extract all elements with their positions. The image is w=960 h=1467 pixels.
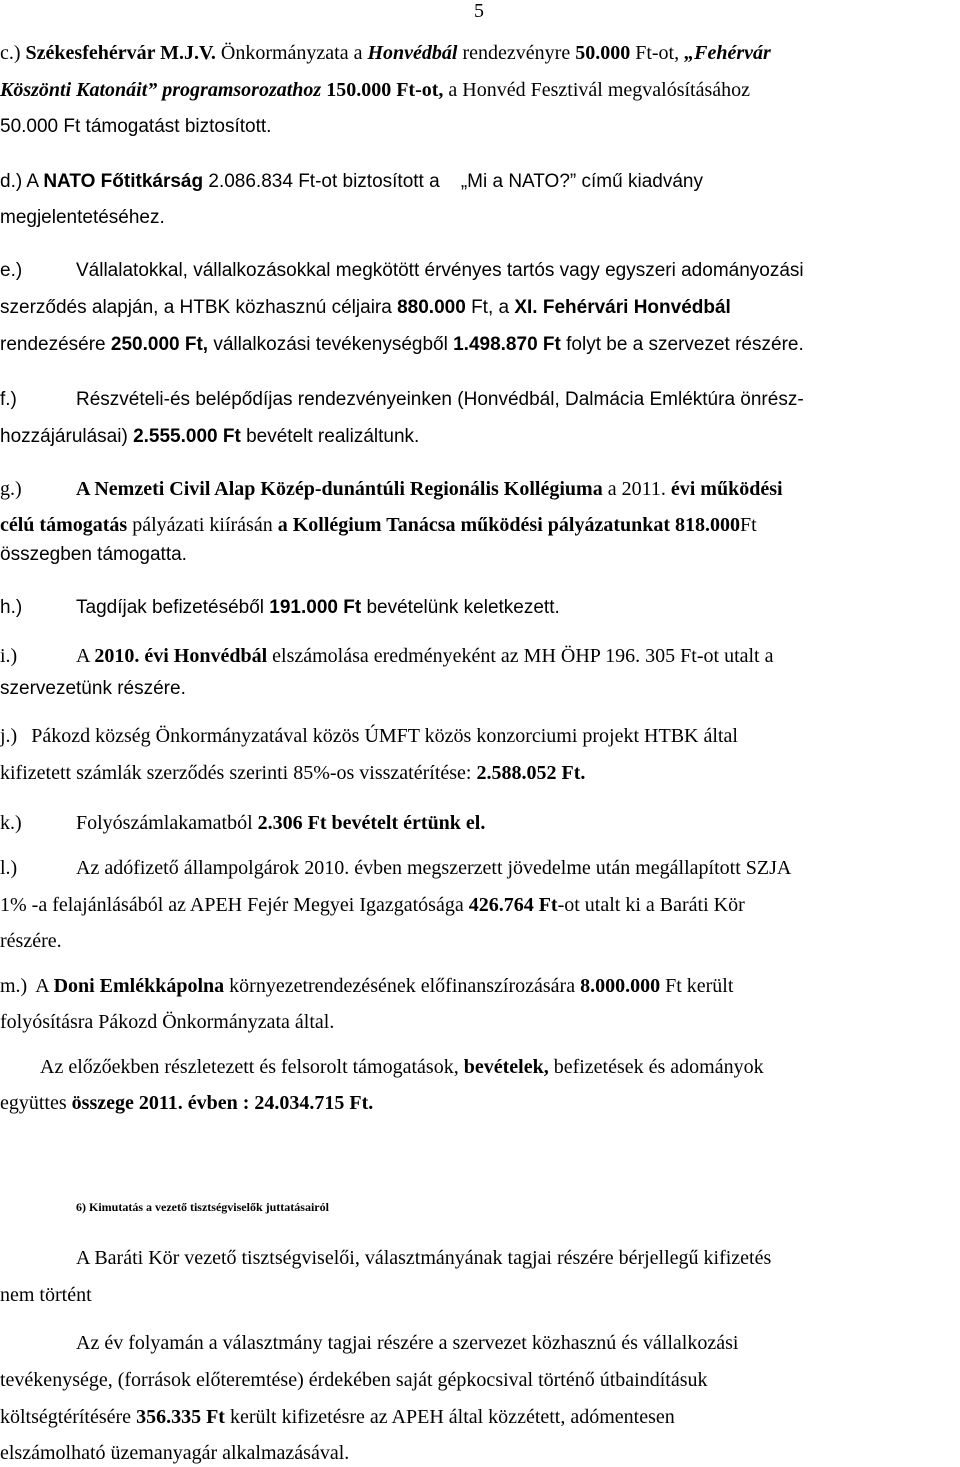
amount: 191.000 Ft <box>269 597 362 618</box>
item-i-line-1: i.) A 2010. évi Honvédbál elszámolása eredményeként az MH ÖHP 196. 305 Ft-ot utalt a <box>0 645 774 667</box>
item-e-line-2: szerződés alapján, a HTBK közhasznú céljaira 880.000 Ft, a XI. Fehérvári Honvédbál <box>0 297 731 318</box>
amount: 356.335 Ft <box>136 1406 225 1428</box>
item-l-line-1: l.) Az adófizető állampolgárok 2010. évben megszerzett jövedelme után megállapított SZJA <box>0 857 792 879</box>
item-g-line-2: célú támogatás pályázati kiírásán a Kollégium Tanácsa működési pályázatunkat 818.000Ft <box>0 514 757 536</box>
section6-paragraph-1-line-1: A Baráti Kör vezető tisztségviselői, választmányának tagjai részére bérjellegű kifizetés <box>76 1247 772 1269</box>
section6-paragraph-2-line-1: Az év folyamán a választmány tagjai részére a szervezet közhasznú és vállalkozási <box>76 1332 739 1354</box>
item-l-line-2: 1% -a felajánlásából az APEH Fejér Megyei Igazgatósága 426.764 Ft-ot utalt ki a Baráti Kör <box>0 894 745 916</box>
chapel-name: Doni Emlékkápolna <box>53 975 225 997</box>
item-g-line-3: összegben támogatta. <box>0 544 187 565</box>
amount: 426.764 Ft <box>468 894 558 916</box>
amount: 2.555.000 Ft <box>133 426 241 447</box>
summary-line-1: Az előzőekben részletezett és felsorolt támogatások, bevételek, befizetések és adományok <box>40 1056 764 1078</box>
organization-name: Székesfehérvár M.J.V. <box>25 42 216 64</box>
amount: 880.000 <box>397 297 466 318</box>
item-d-line-2: megjelentetéséhez. <box>0 207 165 228</box>
organization-name: NATO Főtitkárság <box>43 171 204 192</box>
section6-paragraph-2-line-3: költségtérítésére 356.335 Ft került kifizetésre az APEH által közzétett, adómentesen <box>0 1406 675 1428</box>
program-title: Köszönti Katonáit” programsorozathoz <box>0 79 322 101</box>
amount: 1.498.870 Ft <box>453 334 561 355</box>
item-j-line-2: kifizetett számlák szerződés szerinti 85%-os visszatérítése: 2.588.052 Ft. <box>0 762 586 784</box>
item-i-line-2: szervezetünk részére. <box>0 678 186 699</box>
section6-paragraph-2-line-2: tevékenysége, (források előteremtése) érdekében saját gépkocsival történő útbaindításuk <box>0 1369 708 1391</box>
summary-line-2: együttes összege 2011. évben : 24.034.715 Ft. <box>0 1092 374 1114</box>
section-heading: 6) Kimutatás a vezető tisztségviselők juttatásairól <box>76 1200 329 1214</box>
amount: 50.000 <box>575 42 631 64</box>
item-h: h.) Tagdíjak befizetéséből 191.000 Ft bevételünk keletkezett. <box>0 597 560 618</box>
amount: 2.588.052 Ft. <box>476 762 586 784</box>
publication-title: „Mi a NATO?” <box>460 171 577 192</box>
section6-paragraph-1-line-2: nem történt <box>0 1284 92 1306</box>
item-f-line-2: hozzájárulásai) 2.555.000 Ft bevételt realizáltunk. <box>0 426 420 447</box>
amount: 2.306 Ft bevételt értünk el. <box>257 812 486 834</box>
item-l-line-3: részére. <box>0 930 62 952</box>
item-d-line-1: d.) A NATO Főtitkárság 2.086.834 Ft-ot biztosított a „Mi a NATO?” című kiadvány <box>0 171 703 192</box>
event-name: XI. Fehérvári Honvédbál <box>514 297 731 318</box>
item-e-line-1: e.) Vállalatokkal, vállalkozásokkal megkötött érvényes tartós vagy egyszeri adományozási <box>0 260 804 281</box>
amount: 150.000 <box>326 79 392 101</box>
item-f-line-1: f.) Részvételi-és belépődíjas rendezvényeinken (Honvédbál, Dalmácia Emléktúra önrész- <box>0 389 804 410</box>
item-m-line-2: folyósításra Pákozd Önkormányzata által. <box>0 1011 335 1033</box>
amount: 8.000.000 <box>580 975 661 997</box>
item-k: k.) Folyószámlakamatból 2.306 Ft bevételt értünk el. <box>0 812 486 834</box>
page-number: 5 <box>474 0 484 22</box>
amount: 2.086.834 <box>208 171 293 192</box>
item-g-line-1: g.) A Nemzeti Civil Alap Közép-dunántúli Regionális Kollégiuma a 2011. évi működési <box>0 478 783 500</box>
item-c-line-3: 50.000 Ft támogatást biztosított. <box>0 116 272 137</box>
program-title: „Fehérvár <box>684 42 771 64</box>
section6-paragraph-2-line-4: elszámolható üzemanyagár alkalmazásával. <box>0 1442 350 1464</box>
item-m-line-1: m.) A Doni Emlékkápolna környezetrendezésének előfinanszírozására 8.000.000 Ft került <box>0 975 734 997</box>
item-c-line-2: Köszönti Katonáit” programsorozathoz 150.000 Ft-ot, a Honvéd Fesztivál megvalósításához <box>0 79 751 101</box>
item-c-line-1: c.) Székesfehérvár M.J.V. Önkormányzata a Honvédbál rendezvényre 50.000 Ft-ot, „Fehérvár <box>0 42 771 64</box>
organization-name: A Nemzeti Civil Alap Közép-dunántúli Regionális Kollégiuma <box>76 478 603 500</box>
total-amount: összege 2011. évben : 24.034.715 Ft. <box>71 1092 374 1114</box>
amount: 250.000 Ft, <box>110 334 209 355</box>
item-j-line-1: j.) Pákozd község Önkormányzatával közös ÚMFT közös konzorciumi projekt HTBK által <box>0 725 738 747</box>
item-e-line-3: rendezésére 250.000 Ft, vállalkozási tevékenységből 1.498.870 Ft folyt be a szervezet részére. <box>0 334 804 355</box>
event-name: Honvédbál <box>367 42 458 64</box>
event-name: évi Honvédbál <box>144 645 268 667</box>
